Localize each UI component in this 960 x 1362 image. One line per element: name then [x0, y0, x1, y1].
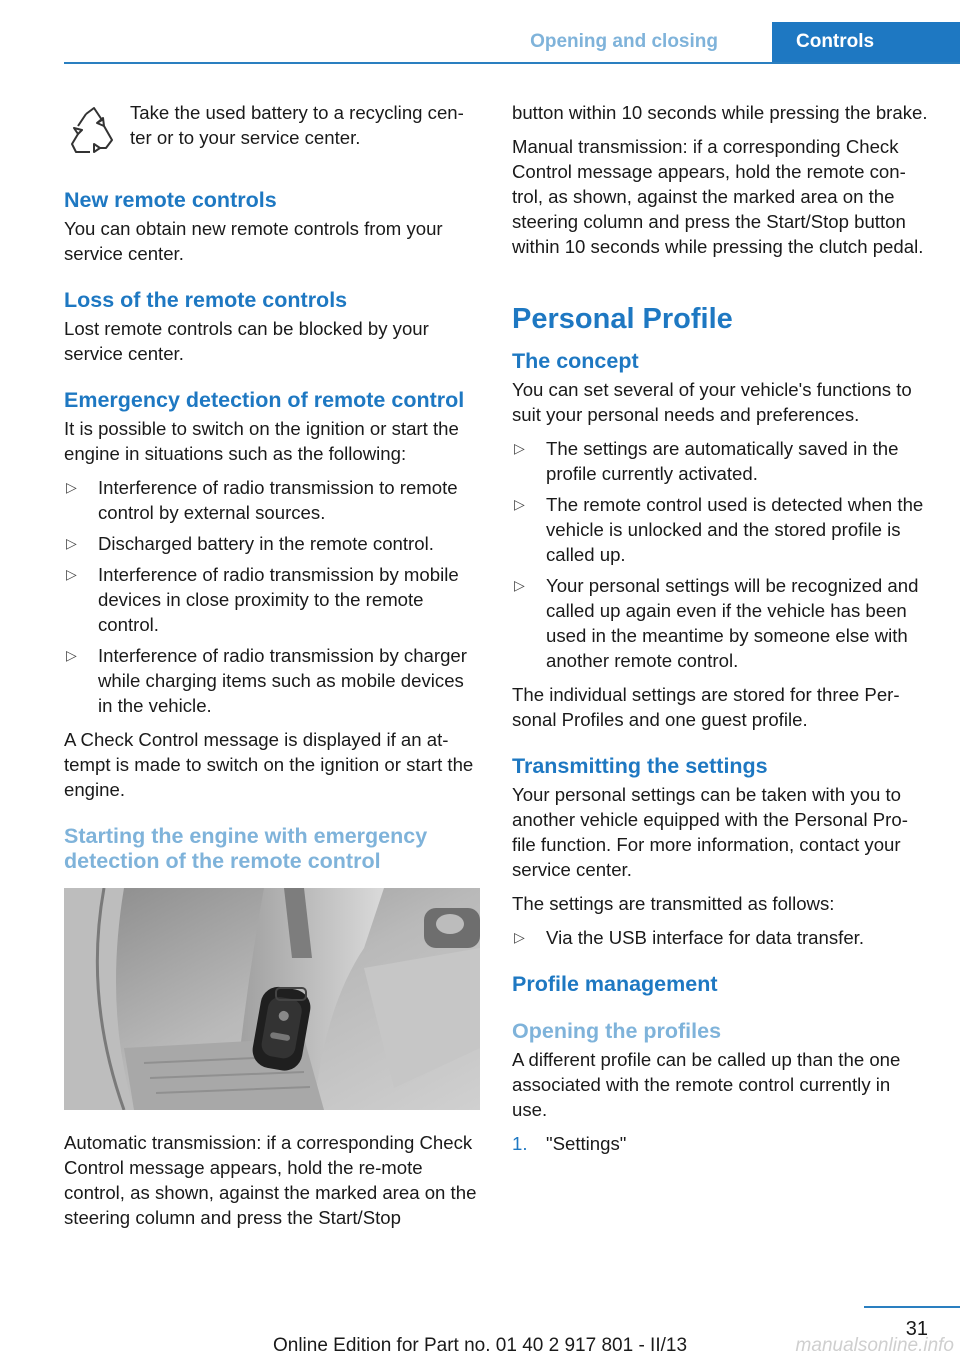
recycle-note	[64, 100, 482, 160]
concept-intro: You can set several of your vehicle's functions to suit your personal needs and preferences.	[512, 379, 912, 425]
recycle-text: Take the used battery to a recycling cen‐ter or to your service center.	[130, 102, 464, 148]
recycle-icon	[64, 104, 122, 162]
list-item: ▷ The settings are automatically saved in the profile currently activated.	[514, 438, 899, 484]
steering-column-photo	[64, 888, 480, 1110]
list-item: 1. "Settings"	[512, 1133, 627, 1154]
heading-the-concept: The concept	[512, 349, 639, 373]
emergency-intro: It is possible to switch on the ignition or start the engine in situations such as the following:	[64, 418, 459, 464]
heading-loss-remote-controls: Loss of the remote controls	[64, 288, 348, 312]
heading-emergency-detection: Emergency detection of remote control	[64, 388, 465, 412]
left-column	[64, 100, 482, 1239]
triangle-right-icon: ▷	[514, 440, 525, 456]
automatic-transmission-text: Automatic transmission: if a corresponding Check Control message appears, hold the re‐mote control, as shown, against the marked area on the steering column and press the Start/Stop	[64, 1132, 477, 1228]
triangle-right-icon: ▷	[514, 929, 525, 945]
footer-edition: Online Edition for Part no. 01 40 2 917 801 - II/13	[272, 1335, 688, 1356]
list-item: ▷ Interference of radio transmission by charger while charging items such as mobile devices in the vehicle.	[66, 645, 467, 716]
automatic-transmission-continued: button within 10 seconds while pressing the brake.	[512, 102, 928, 123]
list-item: ▷ Interference of radio transmission by mobile devices in close proximity to the remote control.	[66, 564, 459, 635]
heading-starting-engine: Starting the engine with emergency detection of the remote control	[64, 824, 428, 873]
triangle-right-icon: ▷	[66, 647, 77, 663]
triangle-right-icon: ▷	[514, 496, 525, 512]
opening-steps	[512, 1131, 930, 1156]
heading-new-remote-controls: New remote controls	[64, 188, 277, 212]
loss-remote-body: Lost remote controls can be blocked by your service center.	[64, 318, 429, 364]
list-item: ▷ Your personal settings will be recognized and called up again even if the vehicle has been used in the meantime by someone else with another remote control.	[514, 575, 919, 671]
manual-transmission-text: Manual transmission: if a corresponding Check Control message appears, hold the remote con‐trol, as shown, against the marked area on the steering column and press the Start/Stop button within 10 seconds while pressing the clutch pedal.	[512, 136, 924, 257]
check-control-message: A Check Control message is displayed if an at‐tempt is made to switch on the ignition or start the engine.	[64, 729, 474, 800]
header-rule	[64, 62, 960, 64]
transmitting-intro: The settings are transmitted as follows:	[512, 893, 835, 914]
transmitting-body: Your personal settings can be taken with you to another vehicle equipped with the Personal Pro‐file function. For more information, contact your service center.	[512, 784, 908, 880]
triangle-right-icon: ▷	[66, 479, 77, 495]
new-remote-body: You can obtain new remote controls from your service center.	[64, 218, 443, 264]
heading-opening-profiles: Opening the profiles	[512, 1019, 722, 1043]
list-item: ▷ Via the USB interface for data transfer.	[514, 927, 864, 948]
page-number: 31	[905, 1318, 928, 1340]
footer-rule	[864, 1306, 960, 1308]
emergency-list	[64, 475, 482, 718]
heading-transmitting-settings: Transmitting the settings	[512, 754, 768, 778]
heading-profile-management: Profile management	[512, 972, 718, 996]
watermark: manualsonline.info	[795, 1335, 954, 1356]
concept-list	[512, 436, 930, 673]
triangle-right-icon: ▷	[66, 566, 77, 582]
list-item: ▷ Discharged battery in the remote control.	[66, 533, 434, 554]
list-item: ▷ Interference of radio transmission to remote control by external sources.	[66, 477, 458, 523]
concept-summary: The individual settings are stored for three Per‐sonal Profiles and one guest profile.	[512, 684, 900, 730]
list-item: ▷ The remote control used is detected when the vehicle is unlocked and the stored profile is called up.	[514, 494, 924, 565]
triangle-right-icon: ▷	[66, 535, 77, 551]
header-section-title: Opening and closing	[512, 22, 736, 62]
heading-personal-profile: Personal Profile	[512, 303, 733, 335]
transmitting-list	[512, 925, 930, 950]
triangle-right-icon: ▷	[514, 577, 525, 593]
opening-body: A different profile can be called up than the one associated with the remote control currently in use.	[512, 1049, 901, 1120]
header-chapter-tab: Controls	[772, 22, 960, 62]
right-column	[512, 100, 930, 1165]
